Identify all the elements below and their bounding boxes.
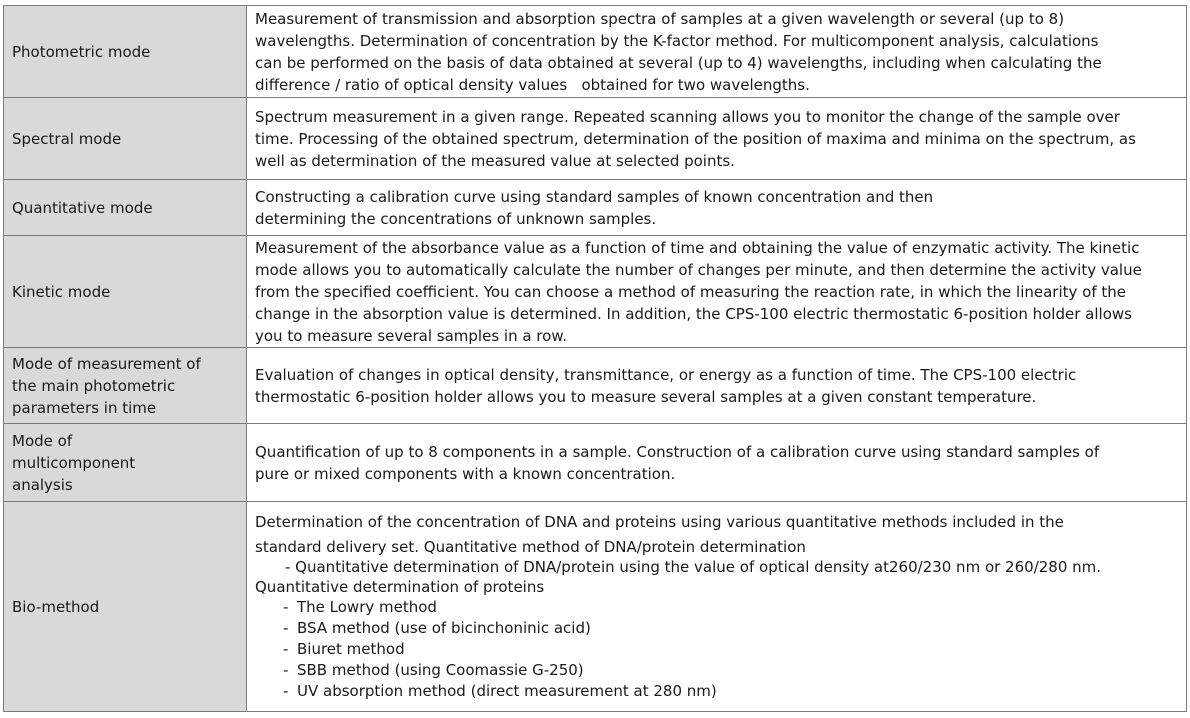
dna-protein-method-line: - Quantitative determination of DNA/protein using the value of optical density at260/230 nm or 260/280 nm.	[285, 558, 1102, 576]
list-dash: -	[283, 661, 289, 679]
mode-description-cell	[247, 236, 1187, 348]
description-line: time. Processing of the obtained spectrum, determination of the position of maxima and minima on the spectrum, as	[255, 129, 1136, 148]
description-line: Measurement of transmission and absorption spectra of samples at a given wavelength or several (up to 8)	[255, 9, 1065, 28]
list-item-text: The Lowry method	[297, 598, 437, 616]
description-line: you to measure several samples in a row.	[255, 326, 567, 345]
description-line: can be performed on the basis of data obtained at several (up to 4) wavelengths, including when calculating the	[255, 53, 1102, 72]
table-row	[4, 348, 1187, 424]
list-item-text: Biuret method	[297, 640, 405, 658]
mode-name-text: Bio-method	[12, 597, 100, 616]
mode-name-text: analysis	[12, 475, 73, 494]
mode-name-text: the main photometric	[12, 376, 176, 395]
mode-name-text: Mode of	[12, 431, 73, 450]
mode-name-text: multicomponent	[12, 453, 136, 472]
description-line: Quantification of up to 8 components in a sample. Construction of a calibration curve using standard samples of	[255, 442, 1100, 461]
description-line: Evaluation of changes in optical density, transmittance, or energy as a function of time. The CPS-100 electric	[255, 365, 1077, 384]
list-item-text: SBB method (using Coomassie G-250)	[297, 661, 584, 679]
table-row-bio-method	[4, 502, 1187, 712]
mode-name-cell	[4, 502, 247, 712]
description-line: Determination of the concentration of DNA and proteins using various quantitative methods included in the	[255, 513, 1064, 531]
mode-description-cell	[247, 424, 1187, 502]
list-item-text: BSA method (use of bicinchoninic acid)	[297, 619, 591, 637]
proteins-heading: Quantitative determination of proteins	[255, 578, 545, 596]
description-line: thermostatic 6-position holder allows you to measure several samples at a given constant temperature.	[255, 387, 1037, 406]
table-row	[4, 236, 1187, 348]
description-line: determining the concentrations of unknown samples.	[255, 209, 657, 228]
mode-description-cell	[247, 98, 1187, 180]
mode-description-cell	[247, 348, 1187, 424]
description-line: change in the absorption value is determined. In addition, the CPS-100 electric thermostatic 6-position holder allows	[255, 304, 1132, 323]
list-item	[255, 597, 1180, 618]
description-line: standard delivery set. Quantitative method of DNA/protein determination	[255, 538, 806, 556]
list-dash: -	[283, 682, 289, 700]
mode-description-cell	[247, 180, 1187, 236]
description-line: well as determination of the measured value at selected points.	[255, 151, 735, 170]
mode-name-cell	[4, 98, 247, 180]
table-row	[4, 98, 1187, 180]
mode-name-cell	[4, 180, 247, 236]
mode-description-cell	[247, 502, 1187, 712]
list-item	[255, 639, 1180, 660]
mode-name-cell	[4, 424, 247, 502]
list-item	[255, 660, 1180, 681]
description-line: Spectrum measurement in a given range. Repeated scanning allows you to monitor the change of the sample over	[255, 107, 1120, 126]
mode-name-text: Photometric mode	[12, 42, 151, 61]
mode-name-text: Quantitative mode	[12, 198, 153, 217]
measurement-modes-table	[3, 5, 1187, 712]
list-dash: -	[283, 619, 289, 637]
table-row	[4, 424, 1187, 502]
description-line: Constructing a calibration curve using standard samples of known concentration and then	[255, 187, 934, 206]
description-line: Measurement of the absorbance value as a function of time and obtaining the value of enzymatic activity. The kinetic	[255, 238, 1140, 257]
table-row	[4, 6, 1187, 98]
description-line: wavelengths. Determination of concentration by the K-factor method. For multicomponent analysis, calculations	[255, 31, 1099, 50]
description-line: mode allows you to automatically calculate the number of changes per minute, and then determine the activity value	[255, 260, 1142, 279]
list-item	[255, 681, 1180, 702]
table-row	[4, 180, 1187, 236]
mode-name-text: parameters in time	[12, 398, 157, 417]
mode-name-text: Spectral mode	[12, 129, 122, 148]
list-item	[255, 618, 1180, 639]
description-line: difference / ratio of optical density values obtained for two wavelengths.	[255, 75, 810, 94]
description-line: from the specified coefficient. You can choose a method of measuring the reaction rate, in which the linearity of the	[255, 282, 1127, 301]
mode-name-cell	[4, 6, 247, 98]
description-line: pure or mixed components with a known concentration.	[255, 464, 676, 483]
list-dash: -	[283, 598, 289, 616]
list-dash: -	[283, 640, 289, 658]
mode-name-cell	[4, 348, 247, 424]
mode-name-text: Kinetic mode	[12, 282, 111, 301]
list-item-text: UV absorption method (direct measurement at 280 nm)	[297, 682, 717, 700]
mode-name-text: Mode of measurement of	[12, 354, 201, 373]
mode-name-cell	[4, 236, 247, 348]
mode-description-cell	[247, 6, 1187, 98]
